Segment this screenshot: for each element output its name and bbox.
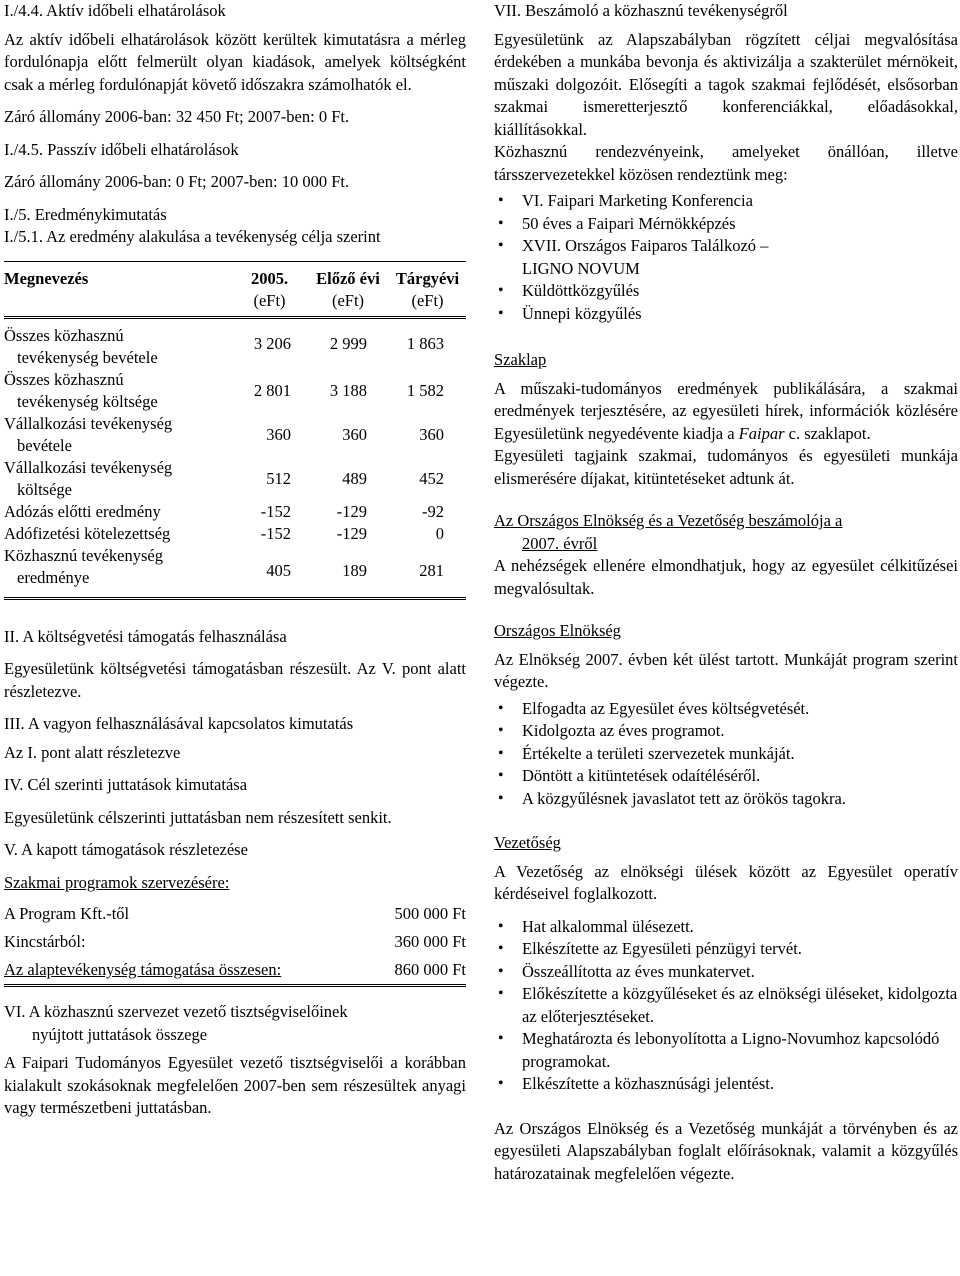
table-row bbox=[4, 369, 466, 413]
cell-targyevi: 281 bbox=[419, 560, 444, 580]
paragraph-dijak: Egyesületi tagjaink szakmai, tudományos és egyesületi munkája elismerésére díjakat, kitüntetéseket adtunk át. bbox=[494, 446, 958, 488]
cell-2005: 512 bbox=[266, 468, 291, 488]
section-heading-juttatasok-cont: nyújtott juttatások összege bbox=[32, 1024, 208, 1044]
col-unit: (eFt) bbox=[253, 290, 286, 310]
col-unit: (eFt) bbox=[331, 290, 365, 310]
amount-label: A Program Kft.-től bbox=[4, 904, 130, 923]
table-row bbox=[4, 956, 466, 986]
row-label-line: Vállalkozási tevékenység bbox=[4, 457, 173, 477]
row-label bbox=[4, 317, 232, 369]
section-heading-elnokseg-vezetoseg: Az Országos Elnökség és a Vezetőség beszámolója a bbox=[494, 511, 843, 530]
col-header-elozo bbox=[307, 261, 389, 317]
cell-elozo: 3 188 bbox=[329, 380, 367, 400]
paragraph-zaro-passziv: Záró állomány 2006-ban: 0 Ft; 2007-ben: 10 000 Ft. bbox=[4, 172, 350, 191]
list-item: • Előkészítette a közgyűléseket és az elnökségi üléseket, kidolgozta az előterjesztéseket. bbox=[494, 983, 958, 1028]
table-row bbox=[4, 900, 466, 928]
events-list bbox=[494, 190, 958, 325]
section-heading-eredmeny: I./5. Eredménykimutatás bbox=[4, 204, 167, 224]
row-label-line: bevétele bbox=[17, 435, 72, 455]
list-item: • Döntött a kitüntetések odaítéléséről. bbox=[494, 765, 958, 788]
right-column bbox=[494, 0, 958, 1185]
board-list bbox=[494, 698, 958, 811]
row-label bbox=[4, 369, 232, 413]
paragraph-cel-szerinti: Egyesületünk célszerinti juttatásban nem részesített senkit. bbox=[4, 807, 392, 827]
list-item: • Meghatározta és lebonyolította a Ligno-Novumhoz kapcsolódó programokat. bbox=[494, 1028, 958, 1073]
row-label: Adófizetési kötelezettség bbox=[4, 523, 171, 543]
col-header-targyevi-label: Tárgyévi bbox=[395, 268, 460, 288]
section-heading-eredmeny-alakulasa: I./5.1. Az eredmény alakulása a tevékenység célja szerint bbox=[4, 227, 381, 246]
list-item: • Elfogadta az Egyesület éves költségvetését. bbox=[494, 698, 958, 721]
cell-2005: 2 801 bbox=[253, 380, 291, 400]
cell-targyevi: 452 bbox=[419, 468, 444, 488]
section-heading-beszamolo: VII. Beszámoló a közhasznú tevékenységről bbox=[494, 1, 788, 20]
paragraph-zaro: Az Országos Elnökség és a Vezetőség munkáját a törvényben és az egyesületi Alapszabályban foglalt előírásoknak, valamit a közgyűlés határozatainak megfelelően végezte. bbox=[494, 1118, 958, 1183]
table-row bbox=[4, 457, 466, 501]
col-header-2005-label: 2005. bbox=[250, 268, 289, 288]
left-column bbox=[4, 0, 466, 1120]
cell-elozo: -129 bbox=[336, 501, 367, 521]
list-item: • Összeállította az éves munkatervet. bbox=[494, 961, 958, 984]
section-heading-szaklap: Szaklap bbox=[494, 350, 547, 369]
paragraph-beszamolo: Egyesületünk az Alapszabályban rögzített céljai megvalósítása érdekében a munkába bevonja és aktivizálja a szakterület mérnökeit, műszaki dolgozóit. Elősegíti a tagok szakmai fejlődését, elsősorban szakmai ismeretterjesztő konferenciákkal, előadásokkal, kiállításokkal. bbox=[494, 29, 958, 139]
row-label bbox=[4, 413, 232, 457]
table-row bbox=[4, 317, 466, 369]
col-header-megnevezes: Megnevezés bbox=[4, 268, 89, 288]
table-row bbox=[4, 928, 466, 956]
row-label: Adózás előtti eredmény bbox=[4, 501, 161, 521]
paragraph-vezetoseg: A Vezetőség az elnökségi ülések között az Egyesület operatív kérdéseivel foglalkozott. bbox=[494, 861, 958, 903]
list-item: • Elkészítette a közhasznúsági jelentést. bbox=[494, 1073, 958, 1096]
paragraph-koltsegvetesi: Egyesületünk költségvetési támogatásban részesült. Az V. pont alatt részletezve. bbox=[4, 659, 466, 701]
cell-elozo: -129 bbox=[336, 523, 367, 543]
row-label-line: eredménye bbox=[17, 567, 90, 587]
amount-value: 860 000 Ft bbox=[394, 960, 466, 979]
row-label-line: Összes közhasznú bbox=[4, 369, 124, 389]
list-item: • Értékelte a területi szervezetek munkáját. bbox=[494, 743, 958, 766]
row-label bbox=[4, 457, 232, 501]
results-table bbox=[4, 261, 466, 600]
cell-2005: 360 bbox=[266, 424, 291, 444]
cell-elozo: 2 999 bbox=[329, 333, 367, 353]
cell-2005: 405 bbox=[266, 560, 291, 580]
row-label bbox=[4, 545, 232, 599]
paragraph-zaro-aktiv: Záró állomány 2006-ban: 32 450 Ft; 2007-ben: 0 Ft. bbox=[4, 107, 350, 126]
cell-2005: -152 bbox=[260, 523, 291, 543]
list-item: • 50 éves a Faipari Mérnökképzés bbox=[494, 213, 958, 236]
management-list bbox=[494, 916, 958, 1096]
section-heading-cel-szerinti: IV. Cél szerinti juttatások kimutatása bbox=[4, 775, 248, 794]
list-item: • Hat alkalommal ülésezett. bbox=[494, 916, 958, 939]
list-item: • VI. Faipari Marketing Konferencia bbox=[494, 190, 958, 213]
paragraph-juttatasok: A Faipari Tudományos Egyesület vezető tisztségviselői a korábban kialakult szokásoknak megfelelően 2007-ben sem részesültek anyagi vagy természetbeni juttatásban. bbox=[4, 1053, 466, 1117]
faipar-title: Faipar bbox=[738, 423, 785, 443]
amount-label: Kincstárból: bbox=[4, 932, 86, 951]
cell-targyevi: -92 bbox=[422, 501, 444, 521]
paragraph-aktiv: Az aktív időbeli elhatárolások között kerültek kimutatásra a mérleg fordulónapja előtt felmerült olyan kiadások, amelyek költségként csak a mérleg fordulónapját követő időszakra számolhatók el. bbox=[4, 29, 466, 94]
table-row bbox=[4, 501, 466, 523]
row-label-line: Összes közhasznú bbox=[4, 325, 124, 345]
cell-elozo: 489 bbox=[342, 468, 367, 488]
table-row bbox=[4, 413, 466, 457]
section-heading-passziv: I./4.5. Passzív időbeli elhatárolások bbox=[4, 139, 239, 159]
section-heading-vagyon: III. A vagyon felhasználásával kapcsolatos kimutatás bbox=[4, 714, 354, 733]
list-item: • Elkészítette az Egyesületi pénzügyi tervét. bbox=[494, 938, 958, 961]
support-amounts-table bbox=[4, 900, 466, 987]
cell-2005: 3 206 bbox=[253, 333, 291, 353]
list-item-text-cont: LIGNO NOVUM bbox=[522, 258, 640, 278]
results-table-header bbox=[4, 261, 466, 317]
cell-targyevi: 360 bbox=[419, 424, 444, 444]
section-heading-koltsegvetesi: II. A költségvetési támogatás felhasználása bbox=[4, 626, 287, 646]
paragraph-szaklap-text: A műszaki-tudományos eredmények publikálására, a szakmai eredmények terjesztésére, az egyesületi hírek, információk közlésére Egyesületünk negyedévente kiadja a bbox=[494, 378, 958, 443]
paragraph-elnokseg: Az Elnökség 2007. évben két ülést tartott. Munkáját program szerint végezte. bbox=[494, 649, 958, 691]
section-heading-vezetoseg: Vezetőség bbox=[494, 833, 561, 852]
list-item bbox=[494, 235, 958, 280]
cell-targyevi: 1 582 bbox=[406, 380, 444, 400]
list-item: • Ünnepi közgyűlés bbox=[494, 303, 958, 326]
amount-label: Az alaptevékenység támogatása összesen: bbox=[4, 960, 282, 979]
section-heading-aktiv: I./4.4. Aktív időbeli elhatárolások bbox=[4, 1, 226, 20]
list-item: • Küldöttközgyűlés bbox=[494, 280, 958, 303]
subheading-szakmai-programok: Szakmai programok szervezésére: bbox=[4, 872, 230, 892]
table-row bbox=[4, 545, 466, 599]
list-item: • A közgyűlésnek javaslatot tett az örökös tagokra. bbox=[494, 788, 958, 811]
cell-elozo: 360 bbox=[342, 424, 367, 444]
col-header-2005 bbox=[232, 261, 307, 317]
list-item-text: • XVII. Országos Faiparos Találkozó – bbox=[522, 236, 769, 255]
cell-targyevi: 1 863 bbox=[406, 333, 444, 353]
row-label-line: tevékenység költsége bbox=[17, 391, 158, 411]
row-label-line: tevékenység bevétele bbox=[17, 347, 158, 367]
paragraph-nehezsegek: A nehézségek ellenére elmondhatjuk, hogy az egyesület célkitűzései megvalósultak. bbox=[494, 556, 958, 598]
amount-value: 500 000 Ft bbox=[394, 904, 466, 923]
list-item: • Kidolgozta az éves programot. bbox=[494, 720, 958, 743]
section-heading-tamogatasok: V. A kapott támogatások részletezése bbox=[4, 840, 248, 859]
paragraph-szaklap bbox=[494, 378, 958, 446]
table-row bbox=[4, 523, 466, 545]
row-label-line: Közhasznú tevékenység bbox=[4, 545, 163, 565]
row-label-line: költsége bbox=[17, 479, 72, 499]
section-heading-juttatasok: VI. A közhasznú szervezet vezető tisztségviselőinek bbox=[4, 1002, 348, 1021]
col-unit: (eFt) bbox=[411, 290, 444, 310]
cell-2005: -152 bbox=[260, 501, 291, 521]
section-heading-elnokseg-vezetoseg-cont bbox=[494, 533, 958, 556]
paragraph-szaklap-end: c. szaklapot. bbox=[784, 423, 871, 443]
cell-elozo: 189 bbox=[342, 560, 367, 580]
col-header-targyevi bbox=[389, 261, 466, 317]
section-heading-year: 2007. évről bbox=[522, 533, 598, 553]
paragraph-vagyon: Az I. pont alatt részletezve bbox=[4, 742, 181, 762]
amount-value: 360 000 Ft bbox=[394, 932, 466, 951]
col-header-elozo-label: Előző évi bbox=[316, 268, 380, 288]
paragraph-rendezvenyek: Közhasznú rendezvényeink, amelyeket önállóan, illetve társszervezetekkel közösen rendeztünk meg: bbox=[494, 142, 958, 184]
row-label-line: Vállalkozási tevékenység bbox=[4, 413, 173, 433]
cell-targyevi: 0 bbox=[435, 523, 444, 543]
section-heading-orszagos-elnokseg: Országos Elnökség bbox=[494, 621, 621, 640]
